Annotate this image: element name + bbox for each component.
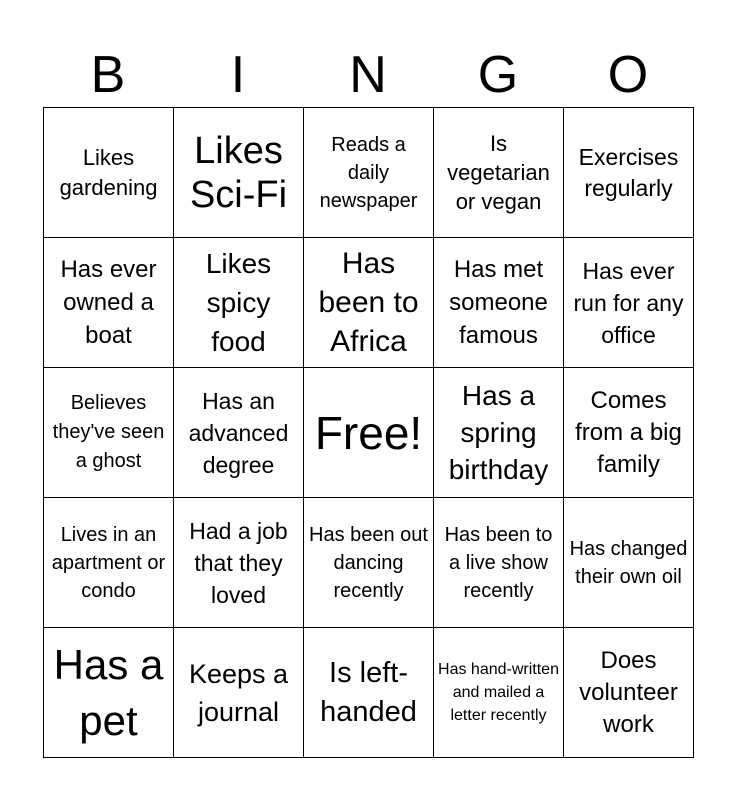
bingo-cell-r4c2[interactable]: [174, 498, 304, 628]
header-letter-g: G: [477, 46, 519, 104]
cell-text: Likes gardening: [59, 144, 158, 200]
bingo-cell-r1c3[interactable]: [304, 108, 434, 238]
bingo-cell-r2c2[interactable]: [174, 238, 304, 368]
bingo-board: [43, 107, 694, 758]
bingo-cell-r1c4[interactable]: [434, 108, 564, 238]
cell-text: Comes from a big family: [575, 386, 682, 478]
bingo-header: [43, 42, 693, 108]
bingo-cell-r3c2[interactable]: [174, 368, 304, 498]
cell-text: Likes spicy food: [205, 248, 272, 357]
bingo-cell-r4c1[interactable]: [44, 498, 174, 628]
bingo-cell-r2c3[interactable]: [304, 238, 434, 368]
cell-text: Free!: [314, 406, 423, 459]
bingo-cell-r3c4[interactable]: [434, 368, 564, 498]
cell-text: Has been to a live show recently: [444, 523, 553, 602]
cell-text: Is left-handed: [320, 656, 417, 728]
cell-text: Has an advanced degree: [188, 387, 289, 478]
cell-text: Keeps a journal: [188, 658, 289, 727]
cell-text: Has ever owned a boat: [60, 256, 157, 349]
header-letter-i: I: [230, 46, 246, 104]
header-letter-b: B: [90, 46, 126, 104]
cell-text: Has met someone famous: [449, 256, 548, 349]
bingo-cell-r5c1[interactable]: [44, 628, 174, 758]
bingo-cell-r2c1[interactable]: [44, 238, 174, 368]
bingo-cell-free[interactable]: [304, 368, 434, 498]
cell-text: Believes they've seen a ghost: [52, 392, 165, 472]
cell-text: Reads a daily newspaper: [319, 133, 418, 212]
cell-text: Has been to Africa: [318, 247, 419, 358]
bingo-cell-r5c2[interactable]: [174, 628, 304, 758]
cell-text: Has hand-written and mailed a letter recently: [438, 661, 559, 724]
bingo-cell-r4c3[interactable]: [304, 498, 434, 628]
cell-text: Has a pet: [53, 640, 164, 744]
cell-text: Exercises regularly: [578, 143, 679, 201]
cell-text: Has changed their own oil: [569, 537, 688, 588]
bingo-cell-r3c5[interactable]: [564, 368, 694, 498]
header-letter-n: N: [349, 46, 387, 104]
bingo-cell-r1c2[interactable]: [174, 108, 304, 238]
bingo-cell-r2c4[interactable]: [434, 238, 564, 368]
bingo-cell-r2c5[interactable]: [564, 238, 694, 368]
bingo-cell-r5c4[interactable]: [434, 628, 564, 758]
bingo-cell-r4c5[interactable]: [564, 498, 694, 628]
cell-text: Has ever run for any office: [573, 257, 684, 348]
header-letter-o: O: [607, 46, 649, 104]
cell-text: Likes Sci-Fi: [189, 129, 288, 216]
bingo-cell-r1c5[interactable]: [564, 108, 694, 238]
bingo-cell-r1c1[interactable]: [44, 108, 174, 238]
bingo-cell-r3c1[interactable]: [44, 368, 174, 498]
cell-text: Had a job that they loved: [189, 517, 288, 608]
cell-text: Has been out dancing recently: [309, 523, 428, 602]
bingo-cell-r5c3[interactable]: [304, 628, 434, 758]
cell-text: Does volunteer work: [579, 646, 678, 738]
cell-text: Is vegetarian or vegan: [447, 131, 550, 214]
cell-text: Has a spring birthday: [448, 380, 549, 485]
bingo-cell-r4c4[interactable]: [434, 498, 564, 628]
cell-text: Lives in an apartment or condo: [51, 523, 166, 602]
bingo-cell-r5c5[interactable]: [564, 628, 694, 758]
